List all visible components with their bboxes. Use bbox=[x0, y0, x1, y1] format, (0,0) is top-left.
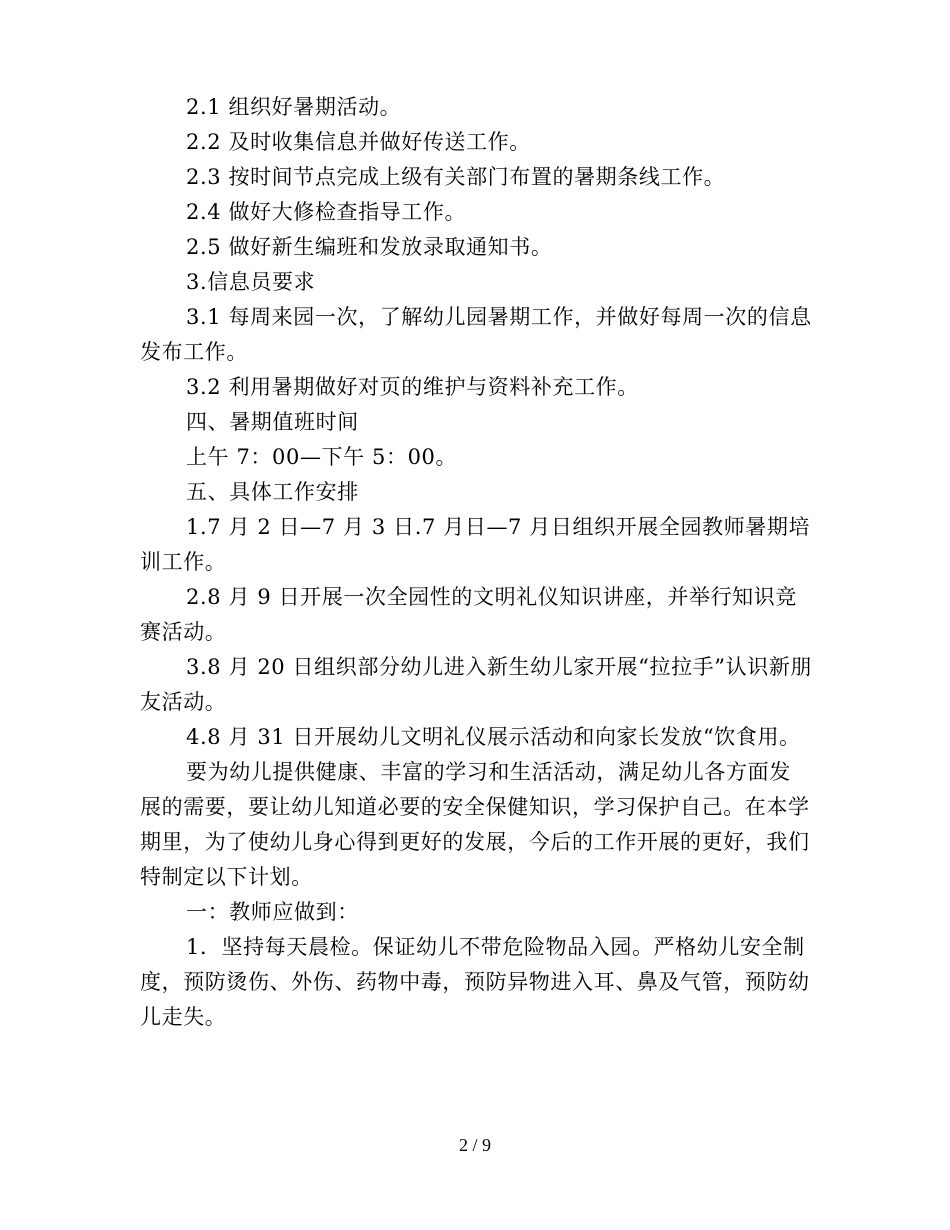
paragraph-schedule-2: 2.8 月 9 日开展一次全园性的文明礼仪知识讲座，并举行知识竞赛活动。 bbox=[140, 585, 797, 644]
paragraph-plan-intro: 要为幼儿提供健康、丰富的学习和生活活动，满足幼儿各方面发展的需要，要让幼儿知道必要的安全保健知识，学习保护自己。在本学期里，为了使幼儿身心得到更好的发展，今后的工作开展的更好，我们特制定以下计划。 bbox=[140, 760, 810, 889]
paragraph-schedule-4: 4.8 月 31 日开展幼儿文明礼仪展示活动和向家长发放“饮食用。 bbox=[186, 725, 801, 749]
paragraph-duty-hours: 上午 7：00—下午 5：00。 bbox=[186, 445, 458, 469]
page-number: 2 / 9 bbox=[458, 1135, 491, 1155]
paragraph-2-5: 2.5 做好新生编班和发放录取通知书。 bbox=[186, 235, 553, 259]
paragraph-3-1: 3.1 每周来园一次，了解幼儿园暑期工作，并做好每周一次的信息发布工作。 bbox=[140, 305, 812, 364]
heading-info-officer: 3.信息员要求 bbox=[186, 270, 316, 294]
paragraph-2-1: 2.1 组织好暑期活动。 bbox=[186, 95, 402, 119]
paragraph-2-3: 2.3 按时间节点完成上级有关部门布置的暑期条线工作。 bbox=[186, 165, 726, 189]
paragraph-3-2: 3.2 利用暑期做好对页的维护与资料补充工作。 bbox=[186, 375, 639, 399]
heading-work-schedule: 五、具体工作安排 bbox=[186, 480, 359, 504]
heading-teacher-duties: 一：教师应做到： bbox=[186, 900, 359, 924]
paragraph-2-2: 2.2 及时收集信息并做好传送工作。 bbox=[186, 130, 531, 154]
paragraph-2-4: 2.4 做好大修检查指导工作。 bbox=[186, 200, 467, 224]
document-body bbox=[140, 90, 812, 1035]
paragraph-schedule-3: 3.8 月 20 日组织部分幼儿进入新生幼儿家开展“拉拉手”认识新朋友活动。 bbox=[140, 655, 813, 714]
paragraph-schedule-1: 1.7 月 2 日—7 月 3 日.7 月日—7 月日组织开展全园教师暑期培训工作。 bbox=[140, 515, 811, 574]
paragraph-teacher-duty-1: 1．坚持每天晨检。保证幼儿不带危险物品入园。严格幼儿安全制度，预防烫伤、外伤、药物中毒，预防异物进入耳、鼻及气管，预防幼儿走失。 bbox=[140, 935, 810, 1029]
heading-duty-time: 四、暑期值班时间 bbox=[186, 410, 359, 434]
